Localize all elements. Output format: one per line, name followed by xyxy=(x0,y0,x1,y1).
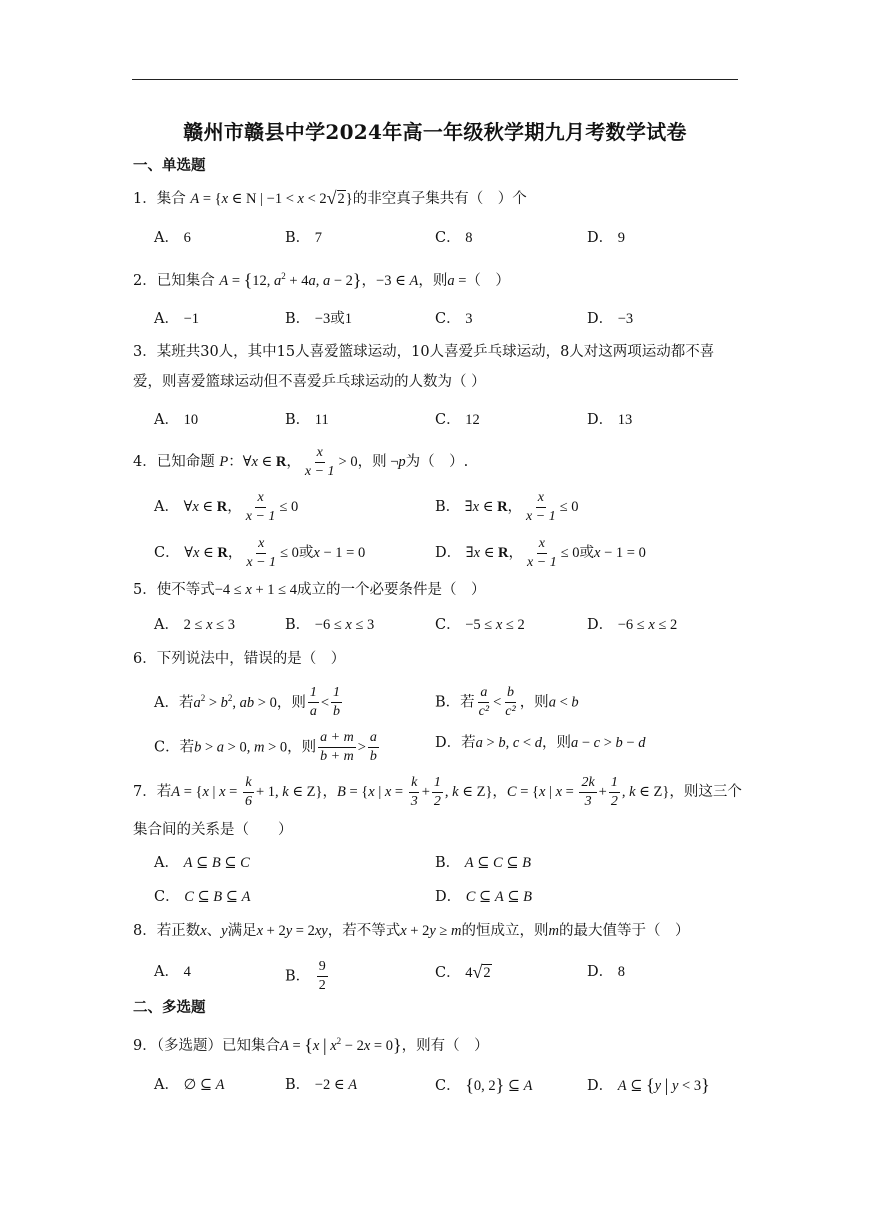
option-4c[interactable]: C． ∀x ∈ R， $\frac{x}{x - 1}$ ≤ 0或x − 1 = 0 xyxy=(154,536,366,570)
question-6: 6．下列说法中，错误的是（ ） xyxy=(133,651,346,667)
section-heading: 二、多选题 xyxy=(133,999,206,1016)
question-7: 7．若A = {x | x = $\frac{k}{6}$ + 1, k ∈ Z}，B = {x | x = $\frac{k}{3}$ + $\frac{1}{2}$ , k ∈ Z}，C = {x | x = $\frac{2k}{3}$ + $\frac{1}{2}$ , k ∈ Z}，则这三个集合间的关系是（ ） xyxy=(133,775,742,838)
page-title: 赣州市赣县中学2024年高一年级秋学期九月考数学试卷 xyxy=(183,120,687,144)
option-8a[interactable]: A． 4 xyxy=(154,964,191,980)
option-3b[interactable]: B． 11 xyxy=(285,412,329,428)
option-4d[interactable]: D． ∃x ∈ R， $\frac{x}{x - 1}$ ≤ 0或x − 1 = 0 xyxy=(435,536,646,570)
option-5d[interactable]: D． −6 ≤ x ≤ 2 xyxy=(587,617,678,633)
option-1b[interactable]: B． 7 xyxy=(285,230,323,246)
section-heading: 一、单选题 xyxy=(133,157,206,174)
option-5c[interactable]: C． −5 ≤ x ≤ 2 xyxy=(435,617,525,633)
option-5a[interactable]: A． 2 ≤ x ≤ 3 xyxy=(154,617,235,633)
option-9c[interactable]: C． {0, 2} ⊆ A xyxy=(435,1075,533,1095)
option-7d[interactable]: D． C ⊆ A ⊆ B xyxy=(435,889,532,905)
question-4: 4．已知命题 P：∀x ∈ R， $\frac{x}{x - 1}$ > 0，则 ¬p为（ ）. xyxy=(133,445,469,479)
option-5b[interactable]: B． −6 ≤ x ≤ 3 xyxy=(285,617,375,633)
question-9: 9．（多选题）已知集合A = {x | $x^2 - 2x = 0$}，则有（ ） xyxy=(133,1034,489,1055)
option-9a[interactable]: A． ∅ ⊆ A xyxy=(154,1077,225,1093)
option-2c[interactable]: C． 3 xyxy=(435,311,473,327)
question-3: 3．某班共30人，其中15人喜爱篮球运动，10人喜爱乒乓球运动，8人对这两项运动都不喜爱，则喜爱篮球运动但不喜爱乒乓球运动的人数为（ ） xyxy=(133,344,715,390)
option-3d[interactable]: D． 13 xyxy=(587,412,633,428)
option-9d[interactable]: D． A ⊆ {y | y < 3} xyxy=(587,1075,710,1095)
option-6b[interactable]: B．若 $\frac{a}{\text{c²}}$ < $\frac{b}{\text{c²}}$ ，则a < b xyxy=(435,685,579,719)
option-3c[interactable]: C． 12 xyxy=(435,412,480,428)
option-1d[interactable]: D． 9 xyxy=(587,230,625,246)
option-6d[interactable]: D．若a > b, c < d，则a − c > b − d xyxy=(435,735,646,751)
option-6c[interactable]: C．若b > a > 0, m > 0，则 $\frac{a + m}{b + m}$ > $\frac{a}{b}$ xyxy=(154,730,377,764)
option-9b[interactable]: B． −2 ∈ A xyxy=(285,1077,358,1093)
question-1: 1．集合 A = {x ∈ N | −1 < x < 2√2}的非空真子集共有（ ）个 xyxy=(133,188,527,208)
option-8c[interactable]: C． 4√2 xyxy=(435,962,491,982)
option-4b[interactable]: B． ∃x ∈ R， $\frac{x}{x - 1}$ ≤ 0 xyxy=(435,490,579,524)
option-7c[interactable]: C． C ⊆ B ⊆ A xyxy=(154,889,251,905)
option-2b[interactable]: B． −3或1 xyxy=(285,311,352,327)
option-7a[interactable]: A． A ⊆ B ⊆ C xyxy=(154,855,250,871)
option-6a[interactable]: A．若$a^2 > b^2$, ab > 0，则 $\frac{1}{a}$ < $\frac{1}{b}$ xyxy=(154,685,341,720)
option-7b[interactable]: B． A ⊆ C ⊆ B xyxy=(435,855,531,871)
question-8: 8．若正数x、y满足x + 2y = 2xy，若不等式x + 2y ≥ m的恒成立，则m的最大值等于（ ） xyxy=(133,923,690,939)
option-1c[interactable]: C． 8 xyxy=(435,230,473,246)
option-2d[interactable]: D． −3 xyxy=(587,311,634,327)
question-5: 5．使不等式−4 ≤ x + 1 ≤ 4成立的一个必要条件是（ ） xyxy=(133,582,486,598)
header-rule xyxy=(132,79,738,80)
option-8d[interactable]: D． 8 xyxy=(587,964,625,980)
option-8b[interactable]: B． $\frac{9}{2}$ xyxy=(285,959,326,993)
option-2a[interactable]: A． −1 xyxy=(154,311,200,327)
option-4a[interactable]: A． ∀x ∈ R， $\frac{x}{x - 1}$ ≤ 0 xyxy=(154,490,299,524)
option-3a[interactable]: A． 10 xyxy=(154,412,199,428)
question-2: 2．已知集合 A = {12, $a^2 + 4a$, a − 2}，−3 ∈ A，则a =（ ） xyxy=(133,269,510,290)
option-1a[interactable]: A． 6 xyxy=(154,230,191,246)
